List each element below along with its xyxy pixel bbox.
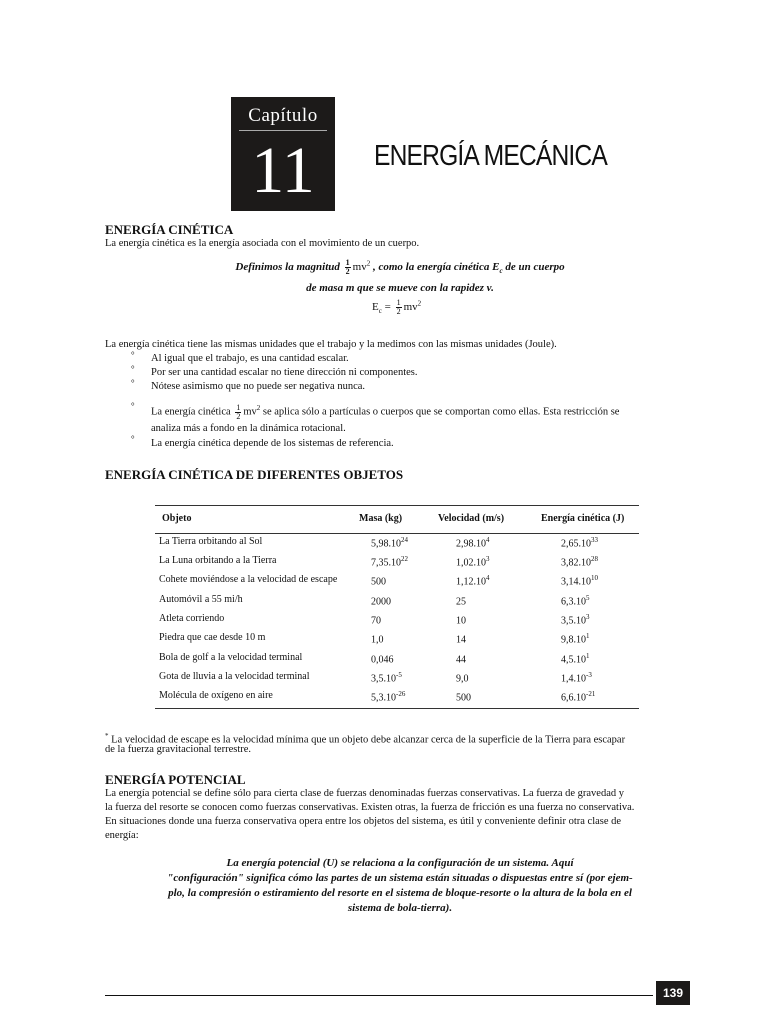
row-object: Cohete moviéndose a la velocidad de escape (159, 574, 338, 585)
row-velocity: 25 (456, 596, 466, 608)
bullet-5-mark: ° (131, 434, 135, 444)
units-text: La energía cinética tiene las mismas unidades que el trabajo y la medimos con las mismas unidades (Joule). (105, 339, 557, 350)
ec-symbol: $E_c$ (492, 261, 503, 276)
kinetic-energy-formula: $E_c$ = $\frac{1}{2}$ $mv^2$ (372, 298, 422, 316)
row-object: Molécula de oxígeno en aire (159, 690, 273, 701)
row-energy: 3,14.10$^{10}$ (561, 574, 598, 588)
table-bottom-rule (155, 708, 639, 709)
bullet-1-text: Al igual que el trabajo, es una cantidad escalar. (151, 353, 349, 364)
row-object: La Tierra orbitando al Sol (159, 536, 263, 547)
row-mass: $5,3.10^{-26}$ (371, 690, 406, 704)
row-object: Bola de golf a la velocidad terminal (159, 652, 303, 663)
row-energy: 6,3.10$^5$ (561, 594, 590, 608)
potential-def-3: plo, la compresión o estiramiento del resorte en el sistema de bloque-resorte o la altura de la bola en el (168, 887, 632, 899)
row-energy: 3,5.10$^3$ (561, 613, 590, 627)
heading-energia-cinetica: ENERGÍA CINÉTICA (105, 222, 234, 237)
table-header-rule (155, 533, 639, 534)
bullet-1-mark: ° (131, 350, 135, 360)
chapter-badge (231, 97, 335, 211)
heading-energia-potencial: ENERGÍA POTENCIAL (105, 772, 246, 787)
row-velocity: 1,02.10$^3$ (456, 555, 490, 569)
row-mass: 2000 (371, 596, 391, 608)
definition-line-2: de masa m que se mueve con la rapidez v. (306, 282, 494, 294)
row-velocity: 500 (456, 692, 471, 704)
potential-line-4: energía: (105, 830, 139, 841)
row-mass: 70 (371, 615, 381, 627)
row-object: Atleta corriendo (159, 613, 225, 624)
table-top-rule (155, 505, 639, 506)
row-energy: 3,82.10$^{28}$ (561, 555, 598, 569)
potential-line-2: la fuerza del resorte se conocen como fuerzas conservativas. Existen otras, la fuerza de fricción es una fuerza no conservativa. (105, 802, 635, 813)
bullet-3-mark: ° (131, 378, 135, 388)
intro-text: La energía cinética es la energía asociada con el movimiento de un cuerpo. (105, 238, 420, 249)
bullet-4-text: La energía cinética $\frac{1}{2}$ $mv^2$ se aplica sólo a partículas o cuerpos que se comportan como ellas. Esta restricción se (151, 402, 620, 421)
footnote-line-1: * La velocidad de escape es la velocidad mínima que un objeto debe alcanzar cerca de la superficie de la Tierra para escapar (105, 732, 626, 746)
fraction-half: $\frac{1}{2}$ (345, 258, 350, 276)
row-energy: $1,4.10^{-3}$ (561, 671, 592, 685)
header-masa: Masa (kg) (359, 513, 403, 524)
definition-part-a: Definimos la magnitud (235, 261, 340, 274)
potential-def-4: sistema de bola-tierra). (347, 902, 453, 914)
row-energy: 9,8.10$^1$ (561, 632, 590, 646)
row-mass: 5,98.10$^{24}$ (371, 536, 408, 550)
row-energy: 2,65.10$^{33}$ (561, 536, 598, 550)
row-velocity: 1,12.10$^4$ (456, 574, 490, 588)
row-object: La Luna orbitando a la Tierra (159, 555, 277, 566)
row-velocity: 10 (456, 615, 466, 627)
chapter-number: 11 (251, 134, 315, 207)
mv-term: $mv^2$ (352, 259, 371, 274)
row-mass: 0,046 (371, 654, 394, 666)
row-velocity: 9,0 (456, 673, 469, 685)
row-mass: 500 (371, 576, 386, 588)
chapter-title: ENERGÍA MECÁNICA (374, 140, 607, 172)
row-velocity: 2,98.10$^4$ (456, 536, 490, 550)
potential-def-2: "configuración" significa cómo las partes de un sistema están situadas o dispuestas entre sí (por ejem- (167, 872, 633, 884)
definition-part-b: , como la energía cinética (372, 261, 490, 274)
header-velocidad: Velocidad (m/s) (438, 513, 505, 524)
row-energy: $6,6.10^{-21}$ (561, 690, 596, 704)
row-object: Gota de lluvia a la velocidad terminal (159, 671, 310, 682)
page-number: 139 (656, 981, 690, 1005)
bullet-4-continuation: analiza más a fondo en la dinámica rotacional. (151, 423, 346, 434)
bullet-2-mark: ° (131, 364, 135, 374)
row-velocity: 44 (456, 654, 466, 666)
bullet-4-mark: ° (131, 401, 135, 411)
footer-rule (105, 995, 653, 996)
potential-line-3: En situaciones donde una fuerza conservativa opera entre los objetos del sistema, es útil y conveniente definir otra clase de (105, 816, 622, 827)
row-mass: 7,35.10$^{22}$ (371, 555, 408, 569)
potential-def-1: La energía potencial (U) se relaciona a la configuración de un sistema. Aquí (226, 857, 574, 869)
footnote-line-2: de la fuerza gravitacional terrestre. (105, 744, 252, 755)
row-velocity: 14 (456, 634, 466, 646)
chapter-label: Capítulo (248, 105, 318, 126)
row-energy: 4,5.10$^1$ (561, 652, 590, 666)
row-mass: $3,5.10^{-5}$ (371, 671, 402, 685)
header-energia: Energía cinética (J) (541, 513, 625, 524)
potential-line-1: La energía potencial se define sólo para cierta clase de fuerzas denominadas fuerzas conservativas. La fuerza de gravedad y (105, 788, 625, 799)
header-objeto: Objeto (162, 513, 192, 524)
row-mass: 1,0 (371, 634, 384, 646)
bullet-2-text: Por ser una cantidad escalar no tiene dirección ni componentes. (151, 367, 418, 378)
row-object: Automóvil a 55 mi/h (159, 594, 243, 605)
definition-line-1 (105, 259, 695, 276)
bullet-3-text: Nótese asimismo que no puede ser negativa nunca. (151, 381, 366, 392)
heading-tabla: ENERGÍA CINÉTICA DE DIFERENTES OBJETOS (105, 467, 404, 482)
bullet-5-text: La energía cinética depende de los sistemas de referencia. (151, 438, 394, 449)
definition-part-c: de un cuerpo (505, 261, 565, 274)
row-object: Piedra que cae desde 10 m (159, 632, 266, 643)
